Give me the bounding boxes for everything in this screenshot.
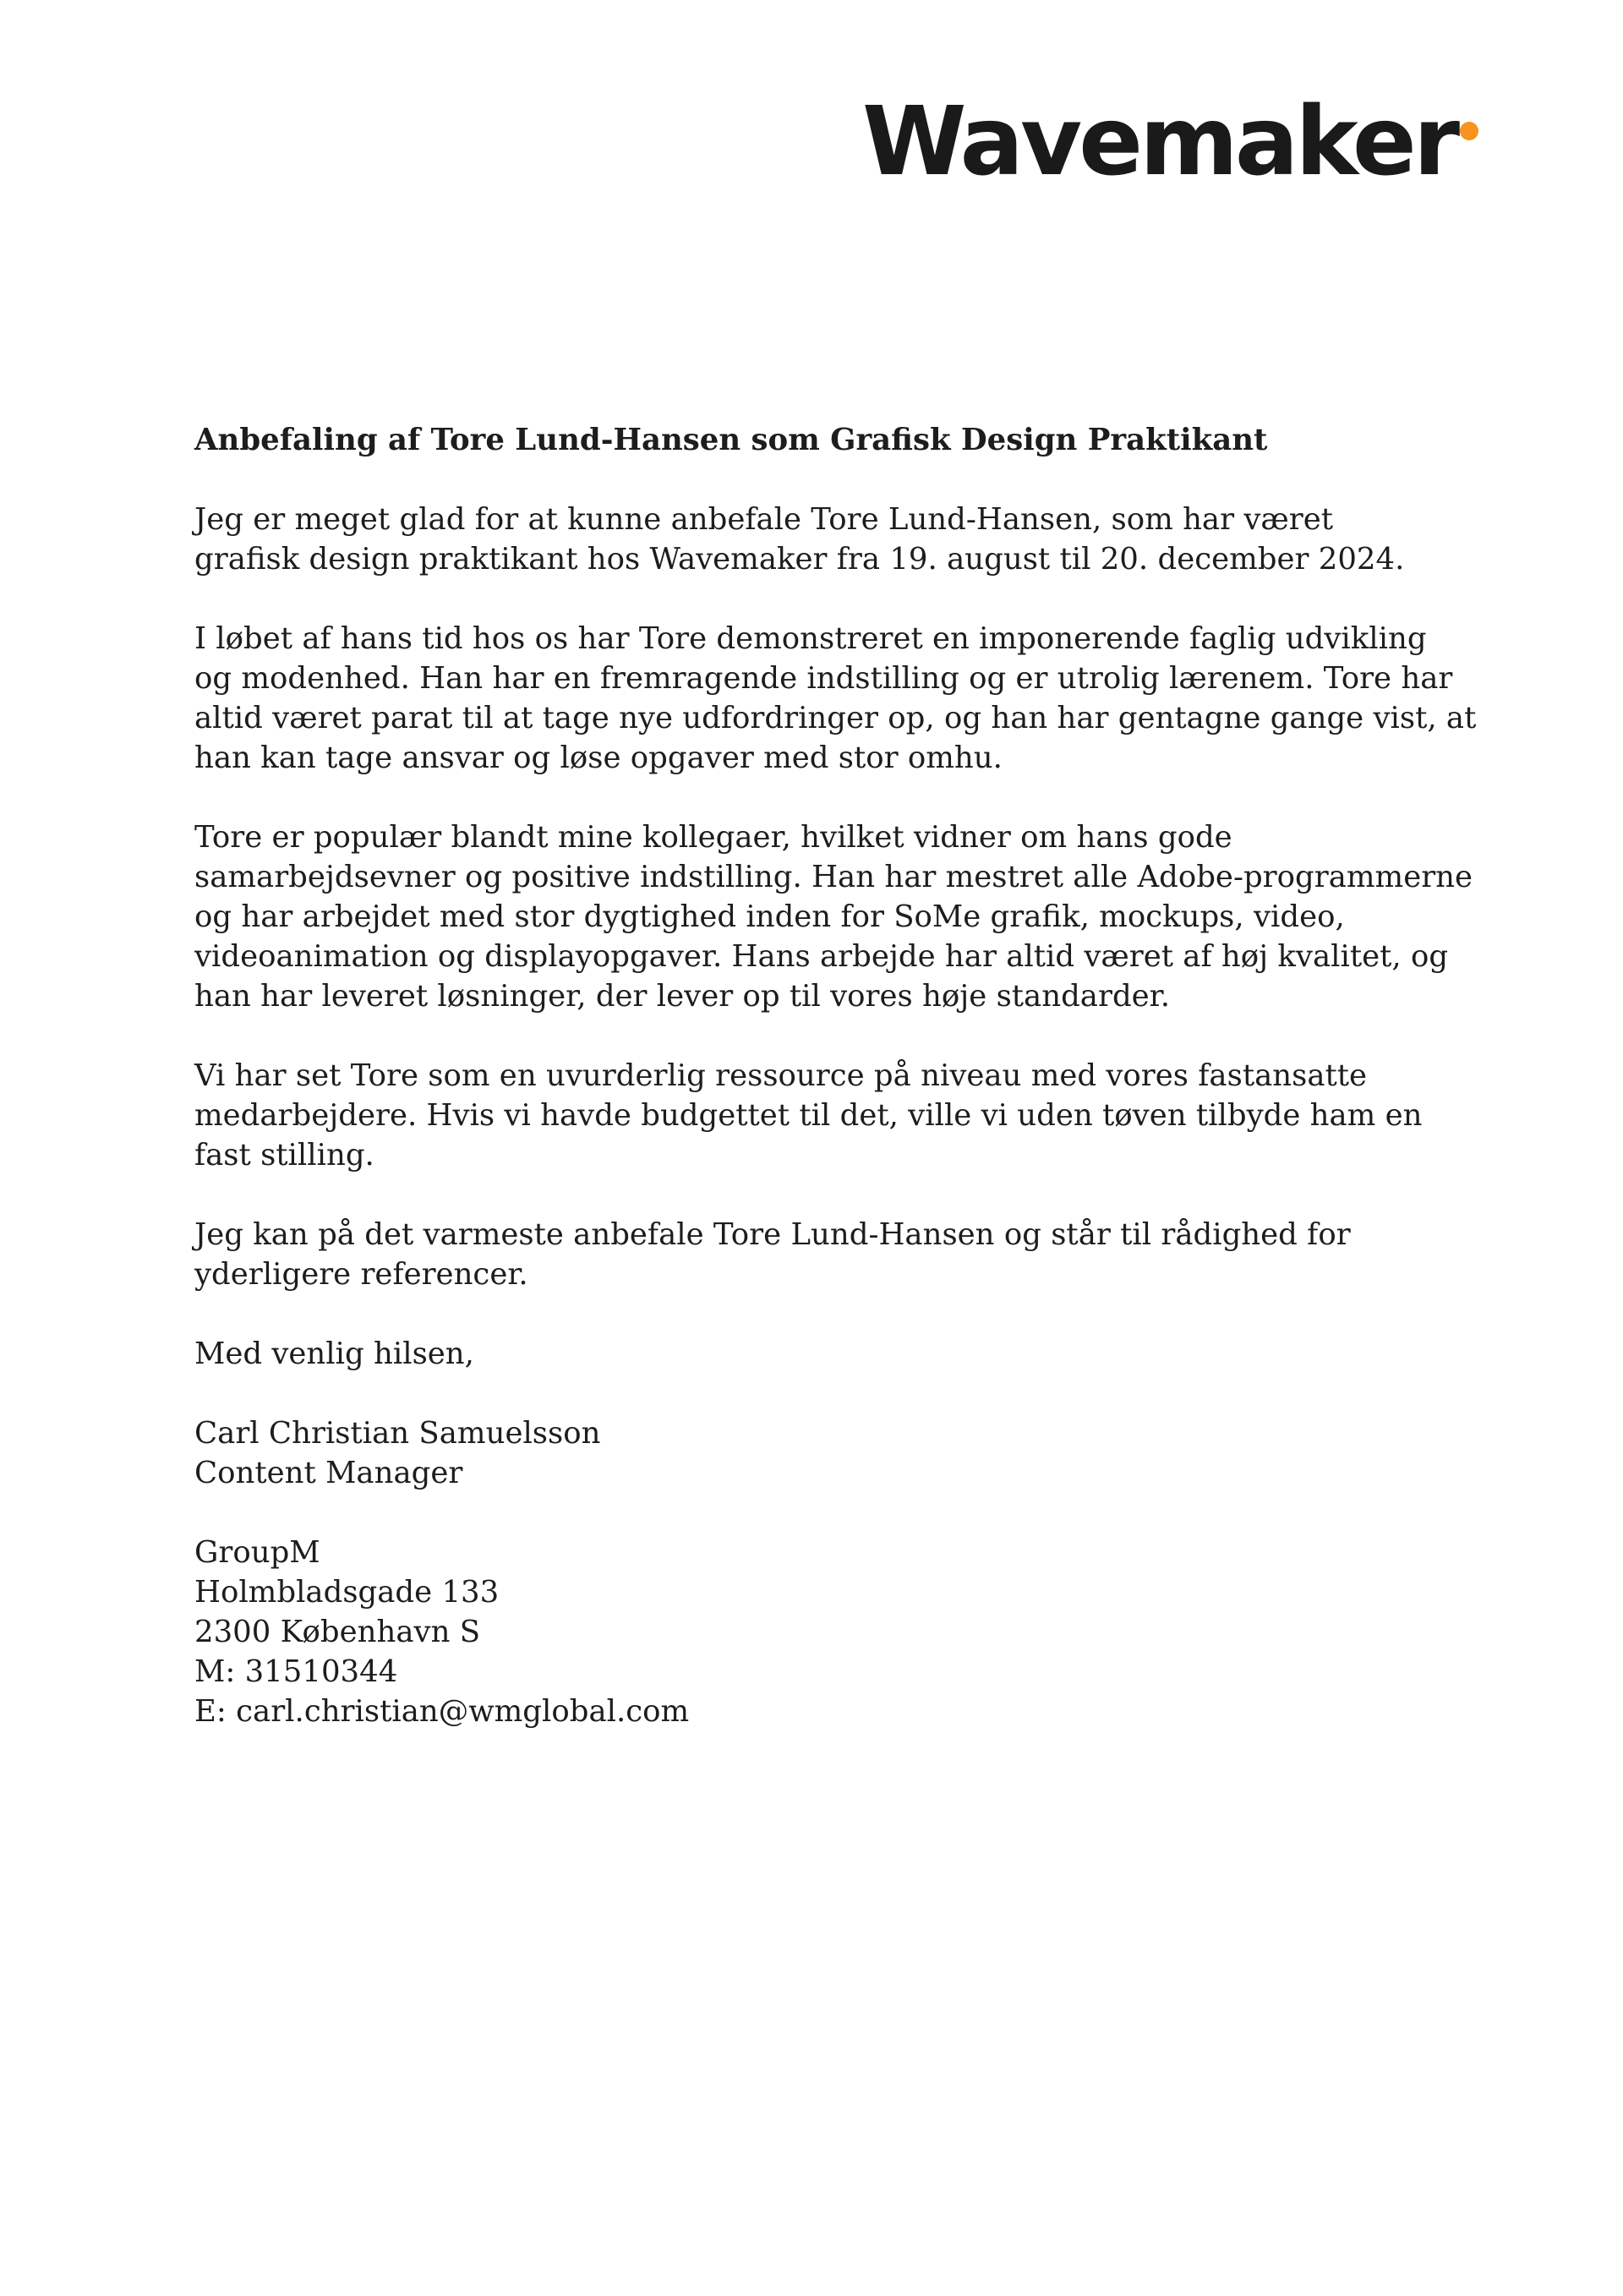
text-line: og modenhed. Han har en fremragende indstilling og er utrolig lærenem. Tore har [194, 661, 1453, 696]
paragraph-intro [194, 500, 1445, 579]
contact-city: 2300 København S [194, 1615, 481, 1649]
text-line: grafisk design praktikant hos Wavemaker fra 19. august til 20. december 2024. [194, 542, 1405, 577]
contact-block [194, 1533, 1445, 1731]
text-line: Jeg kan på det varmeste anbefale Tore Lund-Hansen og står til rådighed for [194, 1217, 1351, 1252]
paragraph-recommendation [194, 1215, 1445, 1294]
text-line: og har arbejdet med stor dygtighed inden for SoMe grafik, mockups, video, [194, 899, 1345, 934]
signature-name: Carl Christian Samuelsson [194, 1416, 601, 1451]
paragraph-skills [194, 817, 1473, 1016]
logo-dot-icon [1460, 122, 1478, 140]
closing-text: Med venlig hilsen, [194, 1337, 474, 1371]
signature-block [194, 1413, 1445, 1493]
logo-wordmark: Wavemaker [862, 87, 1457, 197]
text-line: fast stilling. [194, 1138, 374, 1173]
contact-street: Holmbladsgade 133 [194, 1575, 500, 1610]
text-line: samarbejdsevner og positive indstilling. Han har mestret alle Adobe-programmerne [194, 860, 1473, 894]
text-line: han kan tage ansvar og løse opgaver med stor omhu. [194, 741, 1003, 775]
letter-body [194, 420, 1477, 1731]
text-line: yderligere referencer. [194, 1257, 528, 1292]
text-line: altid været parat til at tage nye udfordringer op, og han har gentagne gange vist, at [194, 701, 1477, 735]
paragraph-value [194, 1056, 1445, 1175]
text-line: I løbet af hans tid hos os har Tore demonstreret en imponerende faglig udvikling [194, 621, 1427, 656]
contact-email: E: carl.christian@wmglobal.com [194, 1694, 690, 1729]
text-line: Vi har set Tore som en uvurderlig ressource på niveau med vores fastansatte [194, 1058, 1368, 1093]
closing [194, 1334, 1445, 1374]
text-line: medarbejdere. Hvis vi havde budgettet til det, ville vi uden tøven tilbyde ham en [194, 1098, 1423, 1133]
text-line: Tore er populær blandt mine kollegaer, hvilket vidner om hans gode [194, 820, 1232, 855]
paragraph-development [194, 619, 1477, 778]
contact-phone: M: 31510344 [194, 1654, 398, 1689]
text-line: Jeg er meget glad for at kunne anbefale Tore Lund-Hansen, som har været [194, 502, 1334, 537]
wavemaker-logo [862, 87, 1478, 197]
contact-company: GroupM [194, 1535, 320, 1570]
letter-subject: Anbefaling af Tore Lund-Hansen som Grafisk Design Praktikant [194, 423, 1268, 457]
signature-title: Content Manager [194, 1456, 463, 1490]
text-line: han har leveret løsninger, der lever op til vores høje standarder. [194, 979, 1171, 1014]
text-line: videoanimation og displayopgaver. Hans arbejde har altid været af høj kvalitet, og [194, 939, 1449, 974]
